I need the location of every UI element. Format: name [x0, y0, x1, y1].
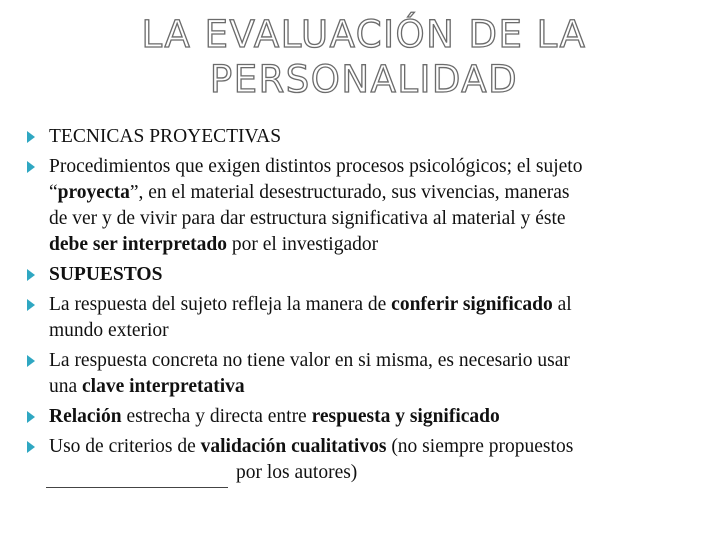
bullet-line	[49, 374, 722, 400]
bullet-line	[49, 348, 722, 374]
strikethrough-line	[46, 487, 228, 488]
text-run: Procedimientos que exigen distintos procesos psicológicos; el sujeto	[49, 156, 583, 177]
bold-text: conferir significado	[391, 294, 553, 315]
bullet-arrow-icon	[27, 269, 35, 281]
bold-text: SUPUESTOS	[49, 264, 163, 285]
text-run: por el investigador	[227, 234, 379, 255]
text-run: de ver y de vivir para dar estructura significativa al material y éste	[49, 208, 566, 229]
bullet-line	[49, 180, 722, 206]
slide-title-line-1: LA EVALUACIÓN DE LA	[141, 13, 587, 56]
text-run: una	[49, 376, 83, 397]
bullet-item	[0, 404, 728, 430]
bold-text: Relación	[49, 406, 122, 427]
bullet-line	[49, 292, 722, 318]
bullet-line	[49, 318, 722, 344]
bullet-line	[49, 232, 722, 258]
bullet-line	[49, 262, 722, 288]
bold-text: validación cualitativos	[200, 436, 387, 457]
bold-text: respuesta y significado	[311, 406, 500, 427]
bullet-item	[0, 434, 728, 486]
bullet-item	[0, 124, 728, 150]
text-run: TECNICAS PROYECTIVAS	[49, 126, 282, 147]
bullet-line	[49, 404, 722, 430]
text-run: estrecha y directa entre	[121, 406, 312, 427]
bold-text: debe ser interpretado	[49, 234, 228, 255]
text-run: por los autores)	[236, 462, 358, 483]
bullet-arrow-icon	[27, 131, 35, 143]
bullet-line	[49, 206, 722, 232]
text-run: La respuesta del sujeto refleja la manera de	[49, 294, 392, 315]
bullet-arrow-icon	[27, 441, 35, 453]
text-run: al	[552, 294, 572, 315]
bold-text: clave interpretativa	[82, 376, 245, 397]
bullet-arrow-icon	[27, 161, 35, 173]
bullet-line	[49, 460, 722, 486]
bullet-item	[0, 262, 728, 288]
bullet-arrow-icon	[27, 411, 35, 423]
text-run: La respuesta concreta no tiene valor en si misma, es necesario usar	[49, 350, 570, 371]
bullet-arrow-icon	[27, 355, 35, 367]
slide-title	[60, 12, 668, 102]
slide-title-line-2: PERSONALIDAD	[209, 58, 519, 101]
bullet-item	[0, 154, 728, 258]
text-run: (no siempre propuestos	[386, 436, 574, 457]
text-run: ”, en el material desestructurado, sus vivencias, maneras	[129, 182, 570, 203]
bullet-arrow-icon	[27, 299, 35, 311]
text-run: “	[49, 182, 58, 203]
text-run: Uso de criterios de	[49, 436, 201, 457]
bullet-item	[0, 348, 728, 400]
text-run: mundo exterior	[49, 320, 169, 341]
bullet-list	[0, 124, 728, 486]
bold-text: proyecta	[57, 182, 130, 203]
bullet-item	[0, 292, 728, 344]
bullet-line	[49, 434, 722, 460]
bullet-line	[49, 154, 722, 180]
bullet-line	[49, 124, 722, 150]
